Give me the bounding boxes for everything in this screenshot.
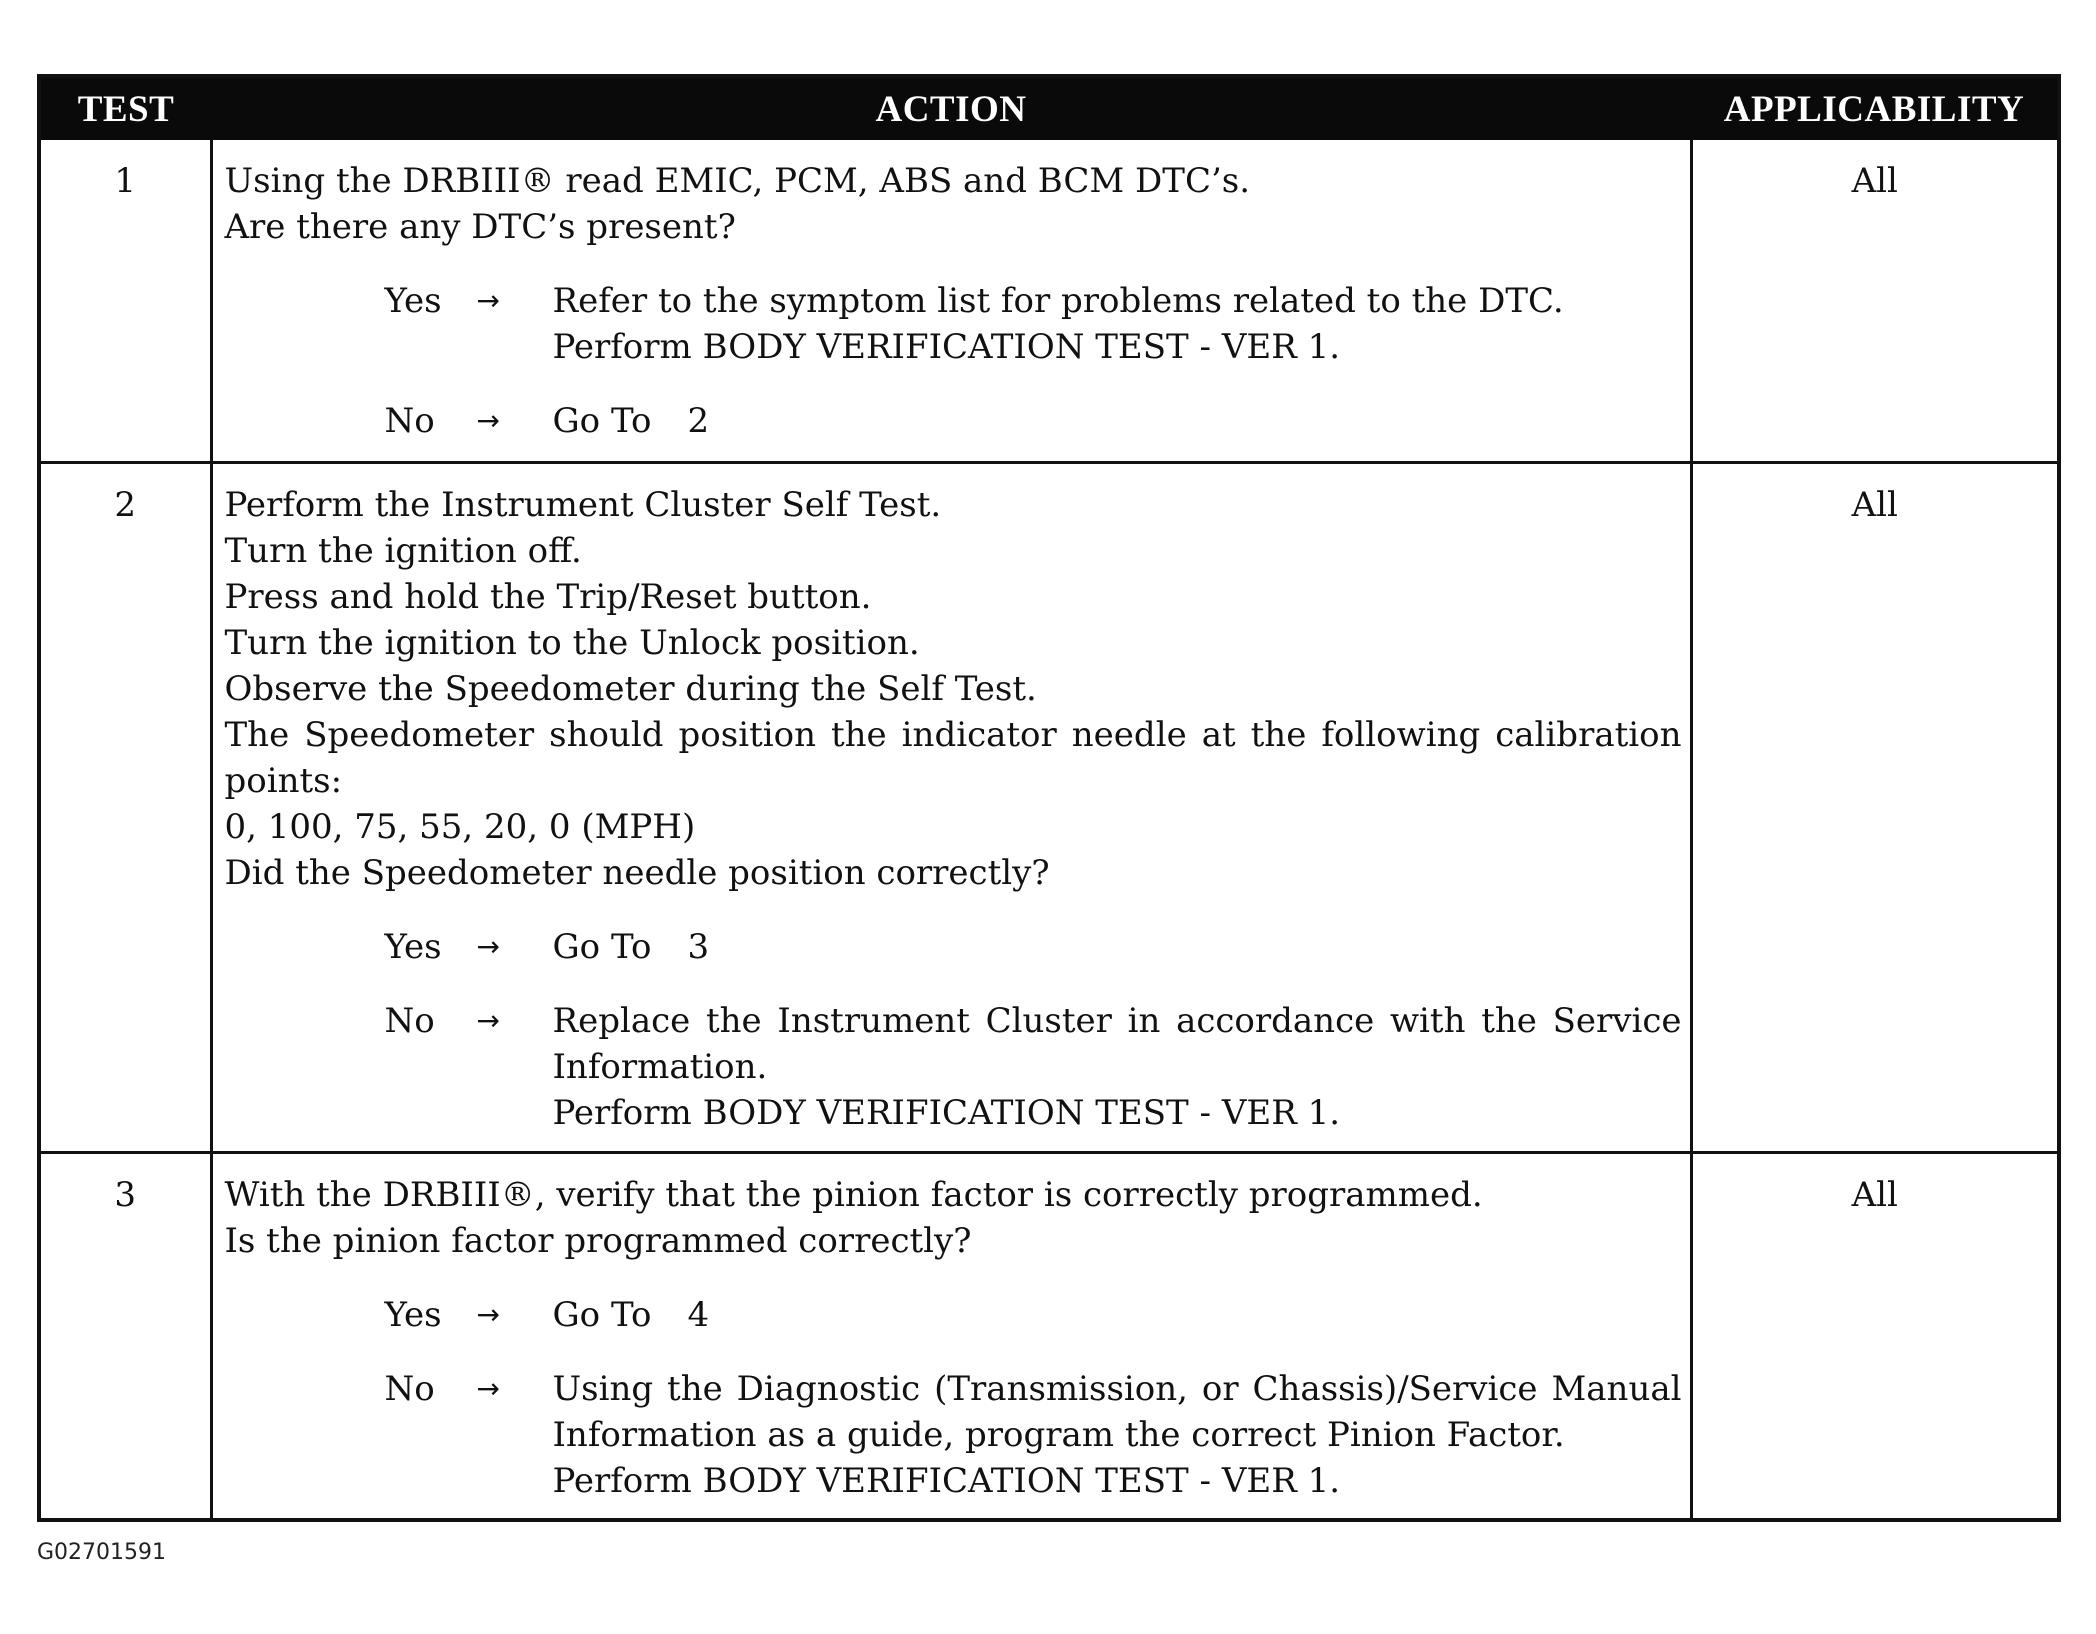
action-line: 0, 100, 75, 55, 20, 0 (MPH) <box>224 806 696 847</box>
no-label: No <box>384 1000 435 1041</box>
test-number: 3 <box>41 1152 211 1518</box>
action-line: Observe the Speedometer during the Self Test. <box>224 668 1037 709</box>
action-line: Perform the Instrument Cluster Self Test. <box>224 484 942 525</box>
header-test: TEST <box>41 78 211 140</box>
response-line: Information. <box>552 1046 768 1087</box>
action-line: Are there any DTC’s present? <box>224 207 736 247</box>
action-line: The Speedometer should position the indicator needle at the following calibration <box>224 714 1682 755</box>
response-body <box>553 398 1682 444</box>
action-line: Did the Speedometer needle position correctly? <box>224 852 1050 893</box>
goto-number: 2 <box>687 401 710 441</box>
header-applicability: APPLICABILITY <box>1691 78 2057 140</box>
action-line: Turn the ignition to the Unlock position. <box>224 622 920 663</box>
yes-label: Yes <box>384 281 442 321</box>
no-response <box>225 398 1682 444</box>
yes-response <box>225 1292 1682 1338</box>
goto-number: 4 <box>687 1294 710 1335</box>
response-body <box>553 924 1682 970</box>
applicability-value: All <box>1691 462 2057 1152</box>
response-line: Perform BODY VERIFICATION TEST - VER 1. <box>552 1092 1341 1133</box>
response-body <box>553 1292 1682 1338</box>
figure-id: G02701591 <box>37 1540 167 1565</box>
no-response <box>225 1366 1682 1504</box>
arrow-icon: → <box>476 284 500 317</box>
goto-label: Go To <box>552 401 652 441</box>
header-row <box>41 78 2057 140</box>
action-line: Is the pinion factor programmed correctly? <box>224 1220 972 1261</box>
table-row <box>41 140 2057 462</box>
response-body <box>553 278 1682 370</box>
response-line: Perform BODY VERIFICATION TEST - VER 1. <box>552 327 1341 367</box>
header-action: ACTION <box>211 78 1691 140</box>
action-line: points: <box>224 760 343 801</box>
arrow-icon: → <box>476 404 500 437</box>
arrow-icon: → <box>476 929 500 963</box>
response-line: Using the Diagnostic (Transmission, or Chassis)/Service Manual <box>552 1368 1682 1409</box>
action-cell <box>211 1152 1691 1518</box>
yes-label: Yes <box>384 926 442 967</box>
goto-label: Go To <box>552 1294 652 1335</box>
no-response <box>225 998 1682 1136</box>
arrow-icon: → <box>476 1297 500 1331</box>
action-line: Turn the ignition off. <box>224 530 582 571</box>
no-label: No <box>384 401 435 441</box>
response-line: Refer to the symptom list for problems related to the DTC. <box>552 281 1564 321</box>
diagnostic-test-table-frame <box>37 74 2061 1522</box>
goto-label: Go To <box>552 926 652 967</box>
action-line: Press and hold the Trip/Reset button. <box>224 576 872 617</box>
action-cell <box>211 462 1691 1152</box>
yes-response <box>225 278 1682 370</box>
test-number: 2 <box>41 462 211 1152</box>
yes-response <box>225 924 1682 970</box>
goto-number: 3 <box>687 926 710 967</box>
diagnostic-test-table <box>41 78 2057 1518</box>
response-line: Information as a guide, program the correct Pinion Factor. <box>552 1414 1565 1455</box>
action-line: With the DRBIII®, verify that the pinion factor is correctly programmed. <box>224 1174 1483 1215</box>
response-body <box>553 1366 1682 1504</box>
response-line: Perform BODY VERIFICATION TEST - VER 1. <box>552 1460 1341 1501</box>
response-line: Replace the Instrument Cluster in accordance with the Service <box>552 1000 1682 1041</box>
arrow-icon: → <box>476 1371 500 1405</box>
applicability-value: All <box>1851 161 1898 201</box>
no-label: No <box>384 1368 435 1409</box>
response-body <box>553 998 1682 1136</box>
action-cell <box>211 140 1691 462</box>
test-number: 1 <box>41 140 211 462</box>
action-line: Using the DRBIII® read EMIC, PCM, ABS and BCM DTC’s. <box>224 161 1251 201</box>
table-row <box>41 1152 2057 1518</box>
applicability-value: All <box>1691 1152 2057 1518</box>
yes-label: Yes <box>384 1294 442 1335</box>
table-row <box>41 462 2057 1152</box>
arrow-icon: → <box>476 1003 500 1037</box>
